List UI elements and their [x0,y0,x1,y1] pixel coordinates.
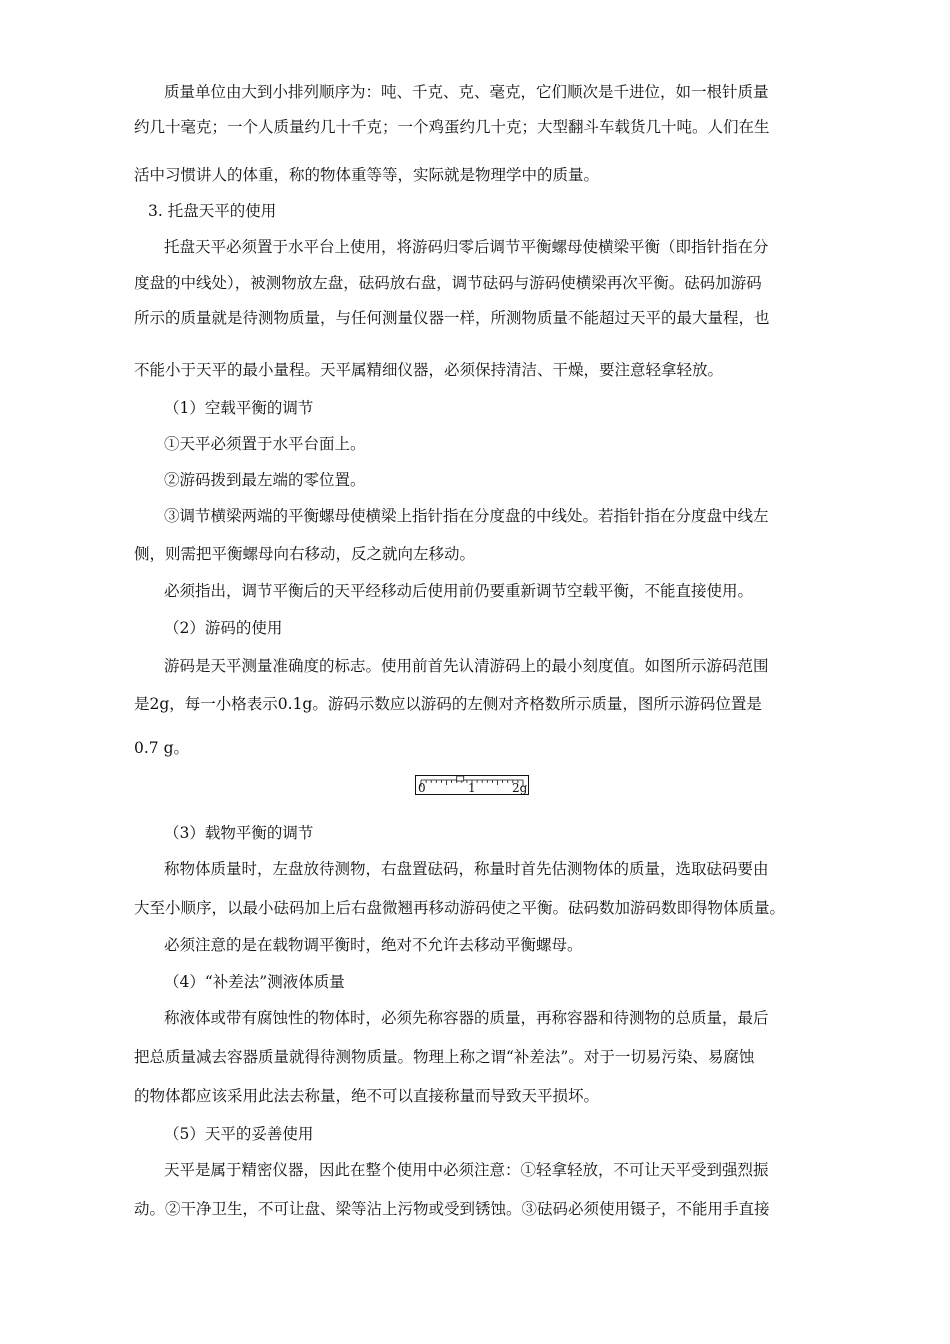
text-line: 把总质量减去容器质量就得待测物质量。物理上称之谓“补差法”。对于一切易污染、易腐蚀 [134,1048,755,1066]
section-heading: 3. 托盘天平的使用 [148,202,277,220]
subsection-heading: （4）“补差法”测液体质量 [164,973,345,991]
subsection-heading: （1）空载平衡的调节 [164,399,314,417]
text-line: 质量单位由大到小排列顺序为：吨、千克、克、毫克，它们顺次是千进位，如一根针质量 [164,83,769,101]
text-line: 称液体或带有腐蚀性的物体时，必须先称容器的质量，再称容器和待测物的总质量，最后 [164,1009,769,1027]
text-line: ①天平必须置于水平台面上。 [164,435,366,453]
text-line: 游码是天平测量准确度的标志。使用前首先认清游码上的最小刻度值。如图所示游码范围 [164,657,769,675]
text-line: 大至小顺序，以最小砝码加上后右盘微翘再移动游码使之平衡。砝码数加游码数即得物体质量。 [134,899,786,917]
text-line: 0.7 g。 [134,739,189,757]
text-line: 侧，则需把平衡螺母向右移动，反之就向左移动。 [134,545,476,563]
text-line: 动。②干净卫生，不可让盘、梁等沾上污物或受到锈蚀。③砝码必须使用镊子，不能用手直接 [134,1200,770,1218]
scale-label-0: 0 [418,781,426,795]
text-line: 称物体质量时，左盘放待测物，右盘置砝码，称量时首先估测物体的质量，选取砝码要由 [164,860,769,878]
text-line: 度盘的中线处），被测物放左盘，砝码放右盘，调节砝码与游码使横梁再次平衡。砝码加游码 [134,274,762,292]
rider-marker [457,776,464,781]
text-line: 是2g，每一小格表示0.1g。游码示数应以游码的左侧对齐格数所示质量，图所示游码位置是 [134,695,762,713]
scale-label-2g: 2g [512,781,528,795]
text-line: 必须注意的是在载物调平衡时，绝对不允许去移动平衡螺母。 [164,936,583,954]
text-line: 的物体都应该采用此法去称量，绝不可以直接称量而导致天平损坏。 [134,1087,600,1105]
text-line: 天平是属于精密仪器，因此在整个使用中必须注意：①轻拿轻放，不可让天平受到强烈振 [164,1161,769,1179]
text-line: 所示的质量就是待测物质量，与任何测量仪器一样，所测物质量不能超过天平的最大量程，也 [134,309,770,327]
subsection-heading: （3）载物平衡的调节 [164,824,314,842]
subsection-heading: （2）游码的使用 [164,619,283,637]
subsection-heading: （5）天平的妥善使用 [164,1125,314,1143]
text-line: ③调节横梁两端的平衡螺母使横梁上指针指在分度盘的中线处。若指针指在分度盘中线左 [164,507,769,525]
text-line: 托盘天平必须置于水平台上使用，将游码归零后调节平衡螺母使横梁平衡（即指针指在分 [164,238,769,256]
scale-label-1: 1 [468,781,476,795]
text-line: 活中习惯讲人的体重，称的物体重等等，实际就是物理学中的质量。 [134,166,600,184]
text-line: ②游码拨到最左端的零位置。 [164,471,366,489]
text-line: 约几十毫克；一个人质量约几十千克；一个鸡蛋约几十克；大型翻斗车载货几十吨。人们在生 [134,118,770,136]
rider-scale-figure [415,775,529,795]
text-line: 必须指出，调节平衡后的天平经移动后使用前仍要重新调节空载平衡，不能直接使用。 [164,582,754,600]
text-line: 不能小于天平的最小量程。天平属精细仪器，必须保持清洁、干燥，要注意轻拿轻放。 [134,361,724,379]
